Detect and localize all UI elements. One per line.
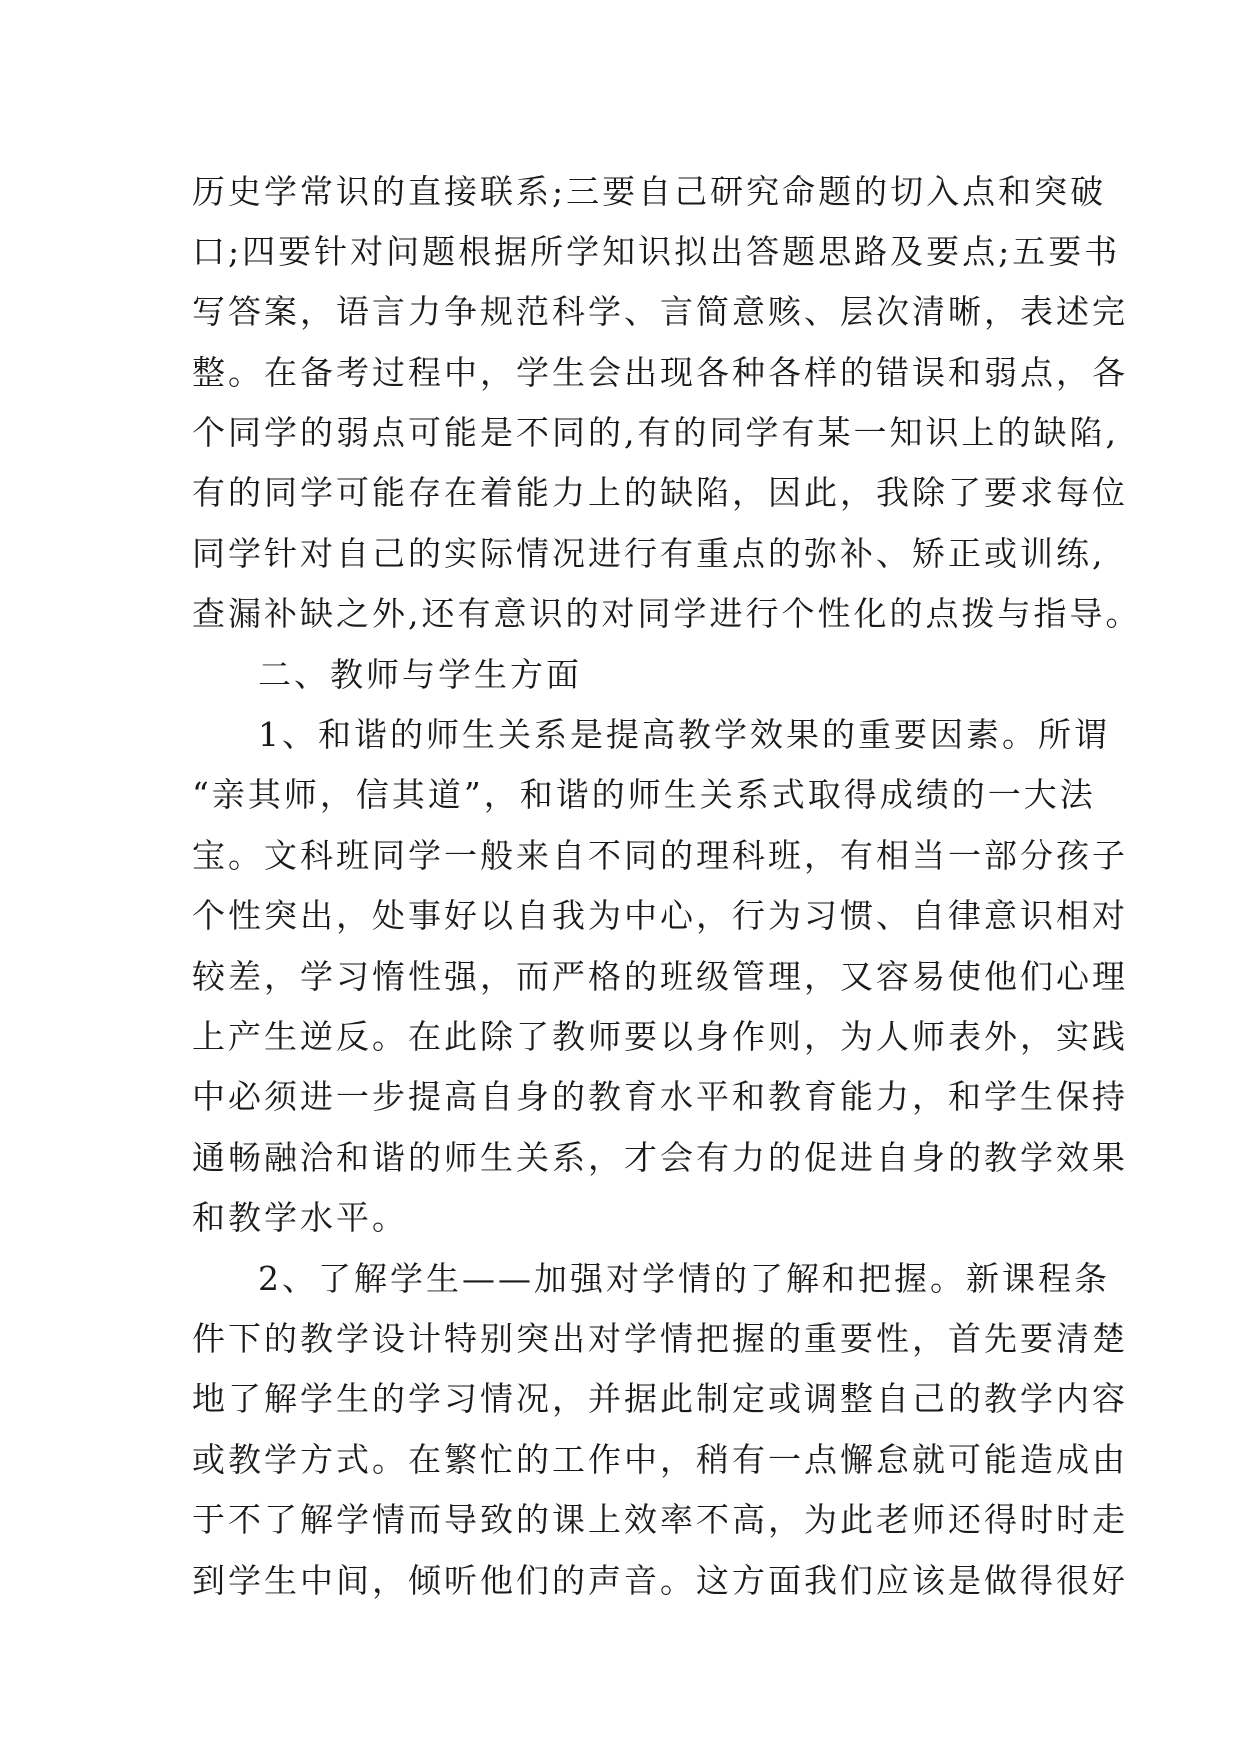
- text-line: 有的同学可能存在着能力上的缺陷，因此，我除了要求每位: [192, 473, 1128, 512]
- text-line: 整。在备考过程中，学生会出现各种各样的错误和弱点，各: [192, 353, 1128, 392]
- text-line: 个同学的弱点可能是不同的,有的同学有某一知识上的缺陷,: [192, 413, 1119, 452]
- section-heading: 二、教师与学生方面: [258, 655, 582, 694]
- text-line: 个性突出，处事好以自我为中心，行为习惯、自律意识相对: [192, 896, 1128, 935]
- text-line: 口;四要针对问题根据所学知识拟出答题思路及要点;五要书: [192, 232, 1121, 271]
- text-line: 上产生逆反。在此除了教师要以身作则，为人师表外，实践: [192, 1017, 1128, 1056]
- text-line: 地了解学生的学习情况，并据此制定或调整自己的教学内容: [192, 1379, 1128, 1418]
- text-line: 历史学常识的直接联系;三要自己研究命题的切入点和突破: [192, 172, 1107, 211]
- text-line: 或教学方式。在繁忙的工作中，稍有一点懈怠就可能造成由: [192, 1440, 1128, 1479]
- text-line: 2、了解学生——加强对学情的了解和把握。新课程条: [258, 1259, 1110, 1298]
- text-line: 宝。文科班同学一般来自不同的理科班，有相当一部分孩子: [192, 836, 1128, 875]
- text-line: 于不了解学情而导致的课上效率不高，为此老师还得时时走: [192, 1500, 1128, 1539]
- text-line: 和教学水平。: [192, 1198, 408, 1237]
- text-line: 写答案，语言力争规范科学、言简意赅、层次清晰，表述完: [192, 292, 1128, 331]
- text-line: 中必须进一步提高自身的教育水平和教育能力，和学生保持: [192, 1077, 1128, 1116]
- text-line: 到学生中间，倾听他们的声音。这方面我们应该是做得很好: [192, 1561, 1128, 1600]
- text-line: 通畅融洽和谐的师生关系，才会有力的促进自身的教学效果: [192, 1138, 1128, 1177]
- text-line: 查漏补缺之外,还有意识的对同学进行个性化的点拨与指导。: [192, 594, 1142, 633]
- text-line: 1、和谐的师生关系是提高教学效果的重要因素。所谓: [258, 715, 1110, 754]
- text-line: 件下的教学设计特别突出对学情把握的重要性，首先要清楚: [192, 1319, 1128, 1358]
- text-line: 同学针对自己的实际情况进行有重点的弥补、矫正或训练,: [192, 534, 1106, 573]
- text-line: “亲其师，信其道”，和谐的师生关系式取得成绩的一大法: [192, 775, 1096, 814]
- text-line: 较差，学习惰性强，而严格的班级管理，又容易使他们心理: [192, 957, 1128, 996]
